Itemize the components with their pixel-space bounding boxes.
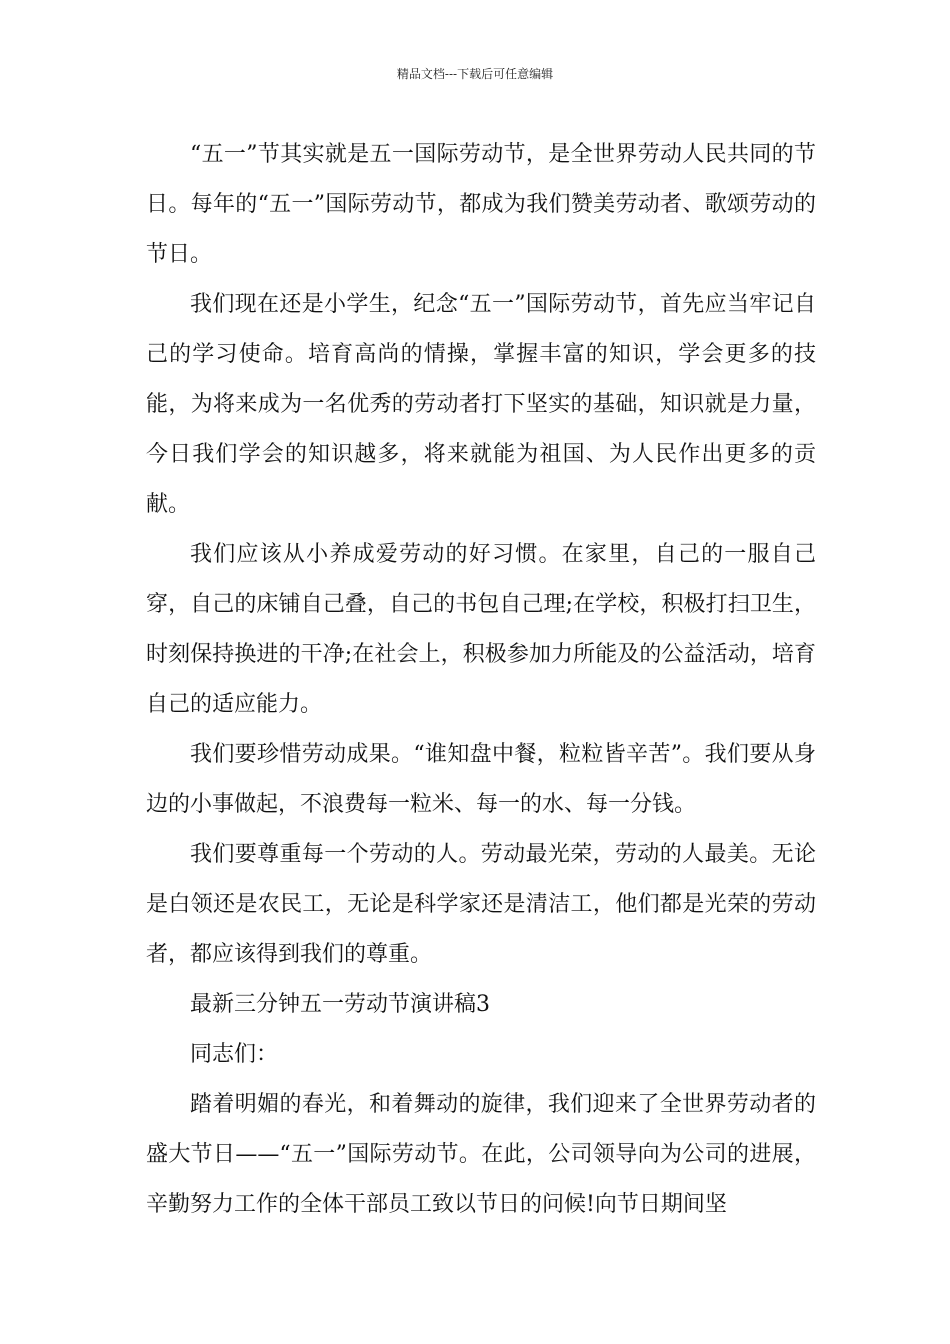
paragraph-3: 我们应该从小养成爱劳动的好习惯。在家里，自己的一服自己穿，自己的床铺自己叠，自己的书包自己理;在学校，积极打扫卫生，时刻保持换进的干净;在社会上，积极参加力所能及的公益活动，培育自己的适应能力。 <box>146 542 816 717</box>
paragraph-2: 我们现在还是小学生，纪念“五一”国际劳动节，首先应当牢记自己的学习使命。培育高尚的情操，掌握丰富的知识，学会更多的技能，为将来成为一名优秀的劳动者打下坚实的基础，知识就是力量，今日我们学会的知识越多，将来就能为祖国、为人民作出更多的贡献。 <box>146 292 816 517</box>
salutation: 同志们： <box>190 1042 279 1067</box>
paragraph-1: “五一”节其实就是五一国际劳动节，是全世界劳动人民共同的节日。每年的“五一”国际劳动节，都成为我们赞美劳动者、歌颂劳动的节日。 <box>146 142 816 267</box>
paragraph-5: 我们要尊重每一个劳动的人。劳动最光荣，劳动的人最美。无论是白领还是农民工，无论是科学家还是清洁工，他们都是光荣的劳动者，都应该得到我们的尊重。 <box>146 842 816 967</box>
page-header: 精品文档---下载后可任意编辑 <box>396 67 554 81</box>
document-body <box>146 130 816 1230</box>
paragraph-6: 踏着明媚的春光，和着舞动的旋律，我们迎来了全世界劳动者的盛大节日——“五一”国际劳动节。在此，公司领导向为公司的进展，辛勤努力工作的全体干部员工致以节日的问候!向节日期间坚 <box>146 1092 816 1217</box>
paragraph-4: 我们要珍惜劳动成果。“谁知盘中餐，粒粒皆辛苦”。我们要从身边的小事做起，不浪费每一粒米、每一的水、每一分钱。 <box>146 742 816 817</box>
section-heading: 最新三分钟五一劳动节演讲稿3 <box>190 992 490 1017</box>
